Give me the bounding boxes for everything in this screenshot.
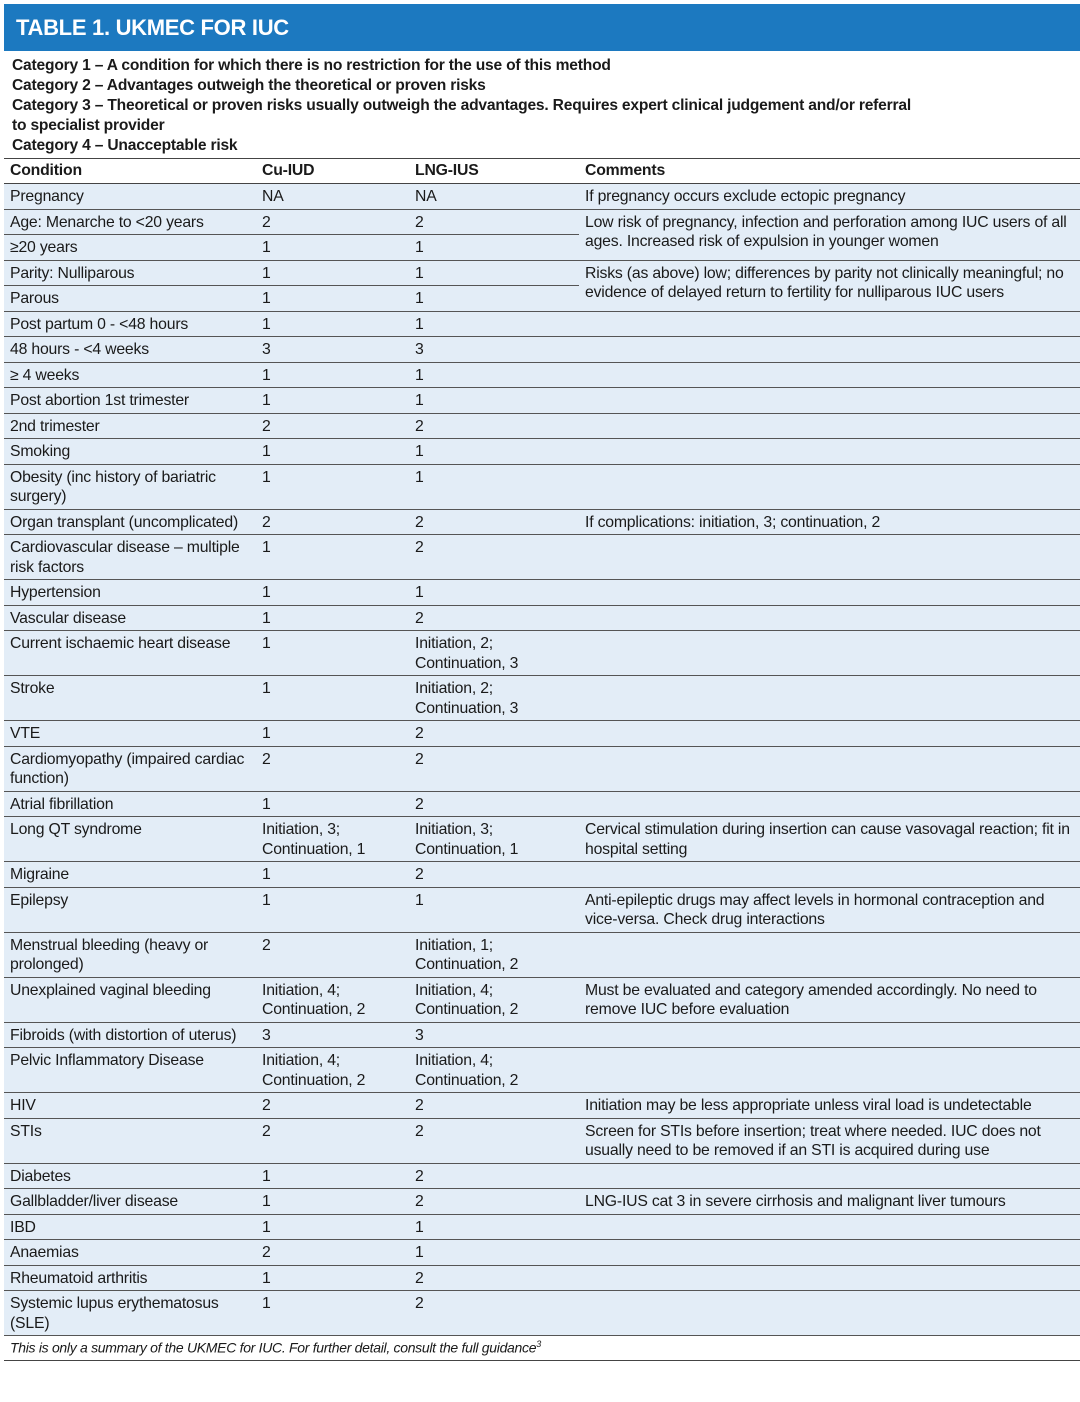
cu-iud-cell: 2 xyxy=(256,413,409,439)
comment-cell xyxy=(579,605,1080,631)
table-row xyxy=(4,413,1080,439)
condition-cell: Atrial fibrillation xyxy=(4,791,256,817)
comment-cell xyxy=(579,1163,1080,1189)
lng-ius-cell: 2 xyxy=(409,1189,579,1215)
document-page xyxy=(4,4,1080,1361)
comment-cell xyxy=(579,362,1080,388)
lng-ius-cell: 1 xyxy=(409,235,579,261)
condition-cell: Post abortion 1st trimester xyxy=(4,388,256,414)
lng-ius-cell: 1 xyxy=(409,311,579,337)
table-row xyxy=(4,1240,1080,1266)
lng-ius-cell: 2 xyxy=(409,1265,579,1291)
condition-cell: Parous xyxy=(4,286,256,312)
condition-cell: Pelvic Inflammatory Disease xyxy=(4,1048,256,1093)
table-title-bar xyxy=(4,4,1080,51)
condition-cell: Migraine xyxy=(4,862,256,888)
lng-ius-cell: 1 xyxy=(409,580,579,606)
footnote-text: This is only a summary of the UKMEC for IUC. For further detail, consult the full guidance xyxy=(10,1339,537,1356)
cu-iud-cell: 1 xyxy=(256,286,409,312)
cu-iud-cell: 1 xyxy=(256,464,409,509)
comment-cell xyxy=(579,311,1080,337)
lng-ius-cell: NA xyxy=(409,184,579,210)
cu-iud-cell: 1 xyxy=(256,791,409,817)
comment-cell xyxy=(579,1022,1080,1048)
table-row xyxy=(4,260,1080,286)
table-row xyxy=(4,464,1080,509)
lng-ius-cell: 2 xyxy=(409,1163,579,1189)
condition-cell: Parity: Nulliparous xyxy=(4,260,256,286)
lng-ius-cell: 2 xyxy=(409,535,579,580)
cu-iud-cell: 1 xyxy=(256,1189,409,1215)
header-comments: Comments xyxy=(579,159,1080,184)
lng-ius-cell: 1 xyxy=(409,439,579,465)
header-condition: Condition xyxy=(4,159,256,184)
condition-cell: Vascular disease xyxy=(4,605,256,631)
lng-ius-cell: 2 xyxy=(409,413,579,439)
condition-cell: ≥20 years xyxy=(4,235,256,261)
comment-cell: Screen for STIs before insertion; treat where needed. IUC does not usually need to be removed if an STI is acquired during use xyxy=(579,1118,1080,1163)
cu-iud-cell: 2 xyxy=(256,1093,409,1119)
condition-cell: 2nd trimester xyxy=(4,413,256,439)
cu-iud-cell: Initiation, 3; Continuation, 1 xyxy=(256,817,409,862)
lng-ius-cell: 1 xyxy=(409,1214,579,1240)
cu-iud-cell: 1 xyxy=(256,862,409,888)
comment-cell xyxy=(579,464,1080,509)
condition-cell: STIs xyxy=(4,1118,256,1163)
comment-cell: Anti-epileptic drugs may affect levels in hormonal contraception and vice-versa. Check drug interactions xyxy=(579,887,1080,932)
cu-iud-cell: Initiation, 4; Continuation, 2 xyxy=(256,977,409,1022)
table-row xyxy=(4,1291,1080,1336)
condition-cell: Rheumatoid arthritis xyxy=(4,1265,256,1291)
table-row xyxy=(4,580,1080,606)
comment-cell xyxy=(579,1214,1080,1240)
comment-cell xyxy=(579,388,1080,414)
condition-cell: ≥ 4 weeks xyxy=(4,362,256,388)
table-row xyxy=(4,1189,1080,1215)
condition-cell: Cardiovascular disease – multiple risk factors xyxy=(4,535,256,580)
cu-iud-cell: 1 xyxy=(256,235,409,261)
cu-iud-cell: 3 xyxy=(256,337,409,363)
comment-cell xyxy=(579,721,1080,747)
lng-ius-cell: 2 xyxy=(409,1118,579,1163)
cu-iud-cell: 1 xyxy=(256,362,409,388)
table-row xyxy=(4,721,1080,747)
table-row xyxy=(4,535,1080,580)
condition-cell: Systemic lupus erythematosus (SLE) xyxy=(4,1291,256,1336)
cu-iud-cell: 1 xyxy=(256,580,409,606)
cu-iud-cell: 1 xyxy=(256,260,409,286)
lng-ius-cell: 2 xyxy=(409,1291,579,1336)
table-row xyxy=(4,791,1080,817)
cu-iud-cell: 2 xyxy=(256,746,409,791)
comment-cell: Cervical stimulation during insertion can cause vasovagal reaction; fit in hospital setting xyxy=(579,817,1080,862)
table-row xyxy=(4,209,1080,235)
table-row xyxy=(4,862,1080,888)
table-row xyxy=(4,631,1080,676)
condition-cell: Organ transplant (uncomplicated) xyxy=(4,509,256,535)
cu-iud-cell: 1 xyxy=(256,439,409,465)
cu-iud-cell: 1 xyxy=(256,1291,409,1336)
table-row xyxy=(4,1265,1080,1291)
condition-cell: Age: Menarche to <20 years xyxy=(4,209,256,235)
comment-cell: LNG-IUS cat 3 in severe cirrhosis and malignant liver tumours xyxy=(579,1189,1080,1215)
condition-cell: Unexplained vaginal bleeding xyxy=(4,977,256,1022)
lng-ius-cell: 3 xyxy=(409,1022,579,1048)
lng-ius-cell: 1 xyxy=(409,286,579,312)
comment-cell xyxy=(579,676,1080,721)
comment-cell: Low risk of pregnancy, infection and perforation among IUC users of all ages. Increased risk of expulsion in younger women xyxy=(579,209,1080,260)
condition-cell: Long QT syndrome xyxy=(4,817,256,862)
cu-iud-cell: 1 xyxy=(256,1163,409,1189)
lng-ius-cell: 2 xyxy=(409,1093,579,1119)
condition-cell: Anaemias xyxy=(4,1240,256,1266)
comment-cell: Risks (as above) low; differences by parity not clinically meaningful; no evidence of delayed return to fertility for nulliparous IUC users xyxy=(579,260,1080,311)
lng-ius-cell: Initiation, 1; Continuation, 2 xyxy=(409,932,579,977)
cu-iud-cell: 2 xyxy=(256,1118,409,1163)
condition-cell: VTE xyxy=(4,721,256,747)
comment-cell xyxy=(579,746,1080,791)
comment-cell xyxy=(579,631,1080,676)
lng-ius-cell: Initiation, 2; Continuation, 3 xyxy=(409,676,579,721)
cu-iud-cell: Initiation, 4; Continuation, 2 xyxy=(256,1048,409,1093)
lng-ius-cell: 3 xyxy=(409,337,579,363)
condition-cell: Smoking xyxy=(4,439,256,465)
condition-cell: Stroke xyxy=(4,676,256,721)
condition-cell: 48 hours - <4 weeks xyxy=(4,337,256,363)
comment-cell xyxy=(579,791,1080,817)
lng-ius-cell: 2 xyxy=(409,509,579,535)
cu-iud-cell: 1 xyxy=(256,676,409,721)
lng-ius-cell: 1 xyxy=(409,388,579,414)
comment-cell xyxy=(579,1240,1080,1266)
cu-iud-cell: 1 xyxy=(256,631,409,676)
comment-cell xyxy=(579,439,1080,465)
lng-ius-cell: Initiation, 4; Continuation, 2 xyxy=(409,1048,579,1093)
lng-ius-cell: 1 xyxy=(409,1240,579,1266)
comment-cell: Initiation may be less appropriate unless viral load is undetectable xyxy=(579,1093,1080,1119)
lng-ius-cell: 2 xyxy=(409,721,579,747)
cu-iud-cell: NA xyxy=(256,184,409,210)
lng-ius-cell: 2 xyxy=(409,791,579,817)
lng-ius-cell: 1 xyxy=(409,260,579,286)
table-row xyxy=(4,676,1080,721)
lng-ius-cell: Initiation, 2; Continuation, 3 xyxy=(409,631,579,676)
condition-cell: Fibroids (with distortion of uterus) xyxy=(4,1022,256,1048)
cu-iud-cell: 2 xyxy=(256,1240,409,1266)
table-row xyxy=(4,887,1080,932)
condition-cell: Epilepsy xyxy=(4,887,256,932)
comment-cell xyxy=(579,1291,1080,1336)
comment-cell xyxy=(579,580,1080,606)
category-line: Category 2 – Advantages outweigh the theoretical or proven risks xyxy=(12,77,486,94)
ukmec-table xyxy=(4,158,1080,1336)
lng-ius-cell: 2 xyxy=(409,605,579,631)
header-cu-iud: Cu-IUD xyxy=(256,159,409,184)
table-row xyxy=(4,817,1080,862)
table-row xyxy=(4,184,1080,210)
table-title: TABLE 1. UKMEC FOR IUC xyxy=(16,14,289,40)
comment-cell: Must be evaluated and category amended accordingly. No need to remove IUC before evaluation xyxy=(579,977,1080,1022)
lng-ius-cell: 2 xyxy=(409,209,579,235)
comment-cell xyxy=(579,862,1080,888)
condition-cell: Cardiomyopathy (impaired cardiac function) xyxy=(4,746,256,791)
category-line: Category 3 – Theoretical or proven risks usually outweigh the advantages. Requires expert clinical judgement and/or referral xyxy=(12,97,911,114)
header-lng-ius: LNG-IUS xyxy=(409,159,579,184)
lng-ius-cell: 2 xyxy=(409,862,579,888)
lng-ius-cell: 1 xyxy=(409,464,579,509)
table-header-row xyxy=(4,159,1080,184)
cu-iud-cell: 2 xyxy=(256,509,409,535)
table-row xyxy=(4,388,1080,414)
cu-iud-cell: 1 xyxy=(256,721,409,747)
table-row xyxy=(4,362,1080,388)
category-line: Category 4 – Unacceptable risk xyxy=(12,137,238,154)
comment-cell xyxy=(579,932,1080,977)
footnote xyxy=(4,1336,1080,1361)
condition-cell: Pregnancy xyxy=(4,184,256,210)
comment-cell xyxy=(579,413,1080,439)
condition-cell: Obesity (inc history of bariatric surgery) xyxy=(4,464,256,509)
cu-iud-cell: 2 xyxy=(256,932,409,977)
cu-iud-cell: 2 xyxy=(256,209,409,235)
comment-cell xyxy=(579,1048,1080,1093)
cu-iud-cell: 3 xyxy=(256,1022,409,1048)
cu-iud-cell: 1 xyxy=(256,887,409,932)
lng-ius-cell: 2 xyxy=(409,746,579,791)
table-row xyxy=(4,1022,1080,1048)
cu-iud-cell: 1 xyxy=(256,535,409,580)
table-row xyxy=(4,932,1080,977)
lng-ius-cell: Initiation, 3; Continuation, 1 xyxy=(409,817,579,862)
cu-iud-cell: 1 xyxy=(256,311,409,337)
lng-ius-cell: 1 xyxy=(409,887,579,932)
table-row xyxy=(4,746,1080,791)
comment-cell xyxy=(579,337,1080,363)
table-row xyxy=(4,337,1080,363)
cu-iud-cell: 1 xyxy=(256,388,409,414)
condition-cell: HIV xyxy=(4,1093,256,1119)
footnote-reference: 3 xyxy=(536,1339,541,1349)
table-row xyxy=(4,311,1080,337)
table-row xyxy=(4,1093,1080,1119)
condition-cell: Hypertension xyxy=(4,580,256,606)
table-row xyxy=(4,439,1080,465)
table-row xyxy=(4,1163,1080,1189)
table-body xyxy=(4,184,1080,1336)
comment-cell xyxy=(579,535,1080,580)
condition-cell: Gallbladder/liver disease xyxy=(4,1189,256,1215)
condition-cell: Diabetes xyxy=(4,1163,256,1189)
comment-cell: If pregnancy occurs exclude ectopic pregnancy xyxy=(579,184,1080,210)
table-row xyxy=(4,1214,1080,1240)
lng-ius-cell: 1 xyxy=(409,362,579,388)
condition-cell: Current ischaemic heart disease xyxy=(4,631,256,676)
comment-cell xyxy=(579,1265,1080,1291)
comment-cell: If complications: initiation, 3; continuation, 2 xyxy=(579,509,1080,535)
table-row xyxy=(4,509,1080,535)
condition-cell: Menstrual bleeding (heavy or prolonged) xyxy=(4,932,256,977)
lng-ius-cell: Initiation, 4; Continuation, 2 xyxy=(409,977,579,1022)
category-line: Category 1 – A condition for which there is no restriction for the use of this method xyxy=(12,57,611,74)
table-row xyxy=(4,1118,1080,1163)
table-row xyxy=(4,605,1080,631)
table-row xyxy=(4,1048,1080,1093)
condition-cell: Post partum 0 - <48 hours xyxy=(4,311,256,337)
condition-cell: IBD xyxy=(4,1214,256,1240)
cu-iud-cell: 1 xyxy=(256,605,409,631)
table-row xyxy=(4,977,1080,1022)
cu-iud-cell: 1 xyxy=(256,1265,409,1291)
cu-iud-cell: 1 xyxy=(256,1214,409,1240)
category-legend xyxy=(4,51,1080,158)
category-line: to specialist provider xyxy=(12,117,165,134)
